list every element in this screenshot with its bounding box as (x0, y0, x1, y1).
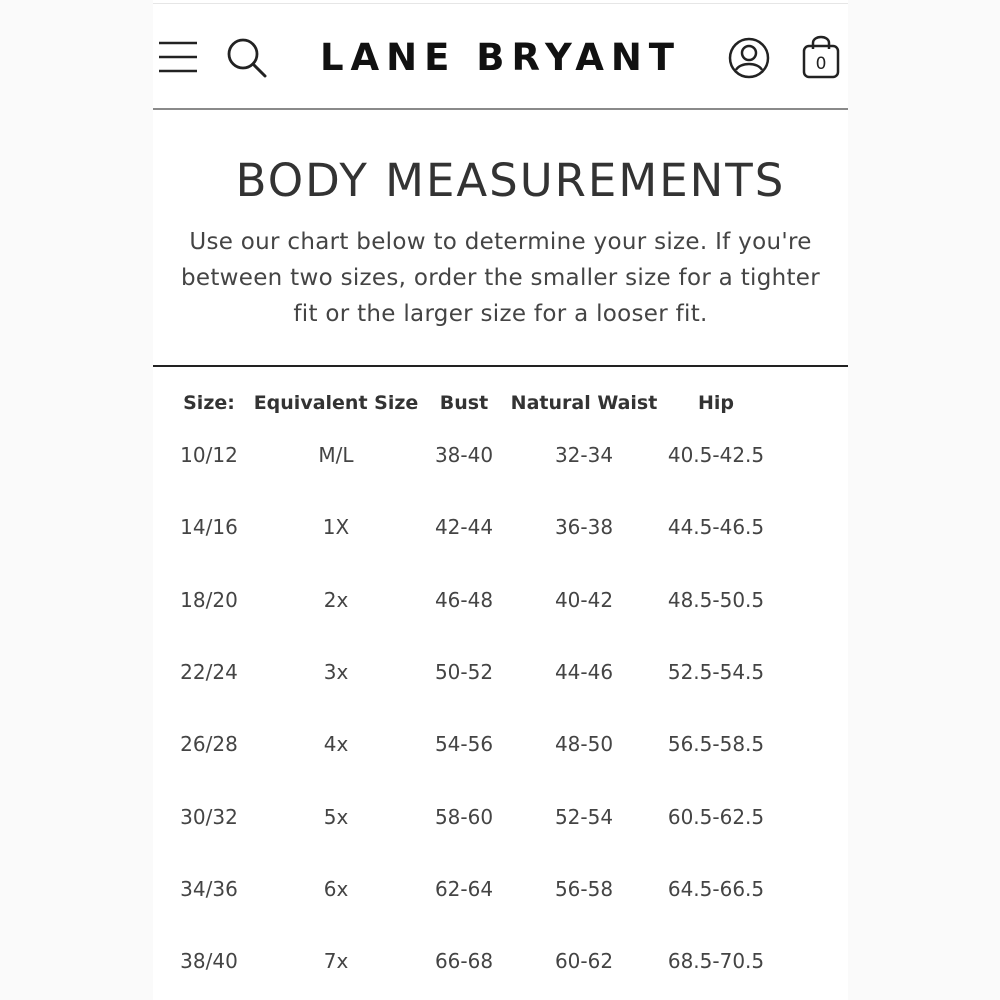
cell-equivalent-size: 1X (322, 515, 350, 539)
cell-equivalent-size: 6x (323, 877, 349, 901)
cell-natural-waist: 32-34 (554, 443, 614, 467)
column-header-hip: Hip (697, 392, 734, 414)
table-top-rule (153, 365, 848, 367)
cell-size: 34/36 (180, 877, 238, 901)
cell-natural-waist: 52-54 (554, 805, 614, 829)
column-header-natural-waist: Natural Waist (510, 392, 658, 414)
cell-equivalent-size: 2x (323, 588, 349, 612)
site-header (153, 4, 848, 108)
cell-natural-waist: 40-42 (554, 588, 614, 612)
cell-size: 22/24 (180, 660, 238, 684)
cell-natural-waist: 56-58 (554, 877, 614, 901)
cell-equivalent-size: M/L (318, 443, 354, 467)
cell-size: 10/12 (180, 443, 238, 467)
cell-size: 38/40 (180, 949, 238, 973)
cell-natural-waist: 36-38 (554, 515, 614, 539)
cell-hip: 60.5-62.5 (667, 805, 765, 829)
cell-equivalent-size: 4x (323, 732, 349, 756)
cart-count-badge: 0 (815, 54, 827, 74)
cell-equivalent-size: 3x (323, 660, 349, 684)
cell-hip: 52.5-54.5 (667, 660, 765, 684)
menu-icon[interactable] (158, 40, 198, 74)
intro-text: Use our chart below to determine your size. If you're between two sizes, order the smaller size for a tighter fit or the larger size for a looser fit. (180, 229, 820, 327)
column-header-size: Size: (183, 392, 235, 414)
cell-bust: 54-56 (434, 732, 494, 756)
cell-size: 30/32 (180, 805, 238, 829)
column-header-equivalent-size: Equivalent Size (253, 392, 419, 414)
cell-size: 14/16 (180, 515, 238, 539)
cell-hip: 44.5-46.5 (667, 515, 765, 539)
cell-natural-waist: 44-46 (554, 660, 614, 684)
cell-bust: 58-60 (434, 805, 494, 829)
cell-hip: 64.5-66.5 (667, 877, 765, 901)
cell-hip: 48.5-50.5 (667, 588, 765, 612)
search-icon[interactable] (225, 36, 269, 80)
cell-bust: 42-44 (434, 515, 494, 539)
cell-size: 26/28 (180, 732, 238, 756)
cell-equivalent-size: 5x (323, 805, 349, 829)
page-title: BODY MEASUREMENTS (235, 154, 786, 207)
cell-bust: 38-40 (434, 443, 494, 467)
cell-bust: 62-64 (434, 877, 494, 901)
header-divider (153, 108, 848, 110)
cell-equivalent-size: 7x (323, 949, 349, 973)
cell-size: 18/20 (180, 588, 238, 612)
page-screen (153, 0, 848, 1000)
cell-bust: 46-48 (434, 588, 494, 612)
cell-bust: 50-52 (434, 660, 494, 684)
cell-natural-waist: 48-50 (554, 732, 614, 756)
cell-natural-waist: 60-62 (554, 949, 614, 973)
brand-logo[interactable]: LANE BRYANT (319, 36, 682, 79)
account-icon[interactable] (727, 36, 771, 80)
cell-hip: 68.5-70.5 (667, 949, 765, 973)
column-header-bust: Bust (439, 392, 489, 414)
cell-hip: 40.5-42.5 (667, 443, 765, 467)
cell-bust: 66-68 (434, 949, 494, 973)
cell-hip: 56.5-58.5 (667, 732, 765, 756)
